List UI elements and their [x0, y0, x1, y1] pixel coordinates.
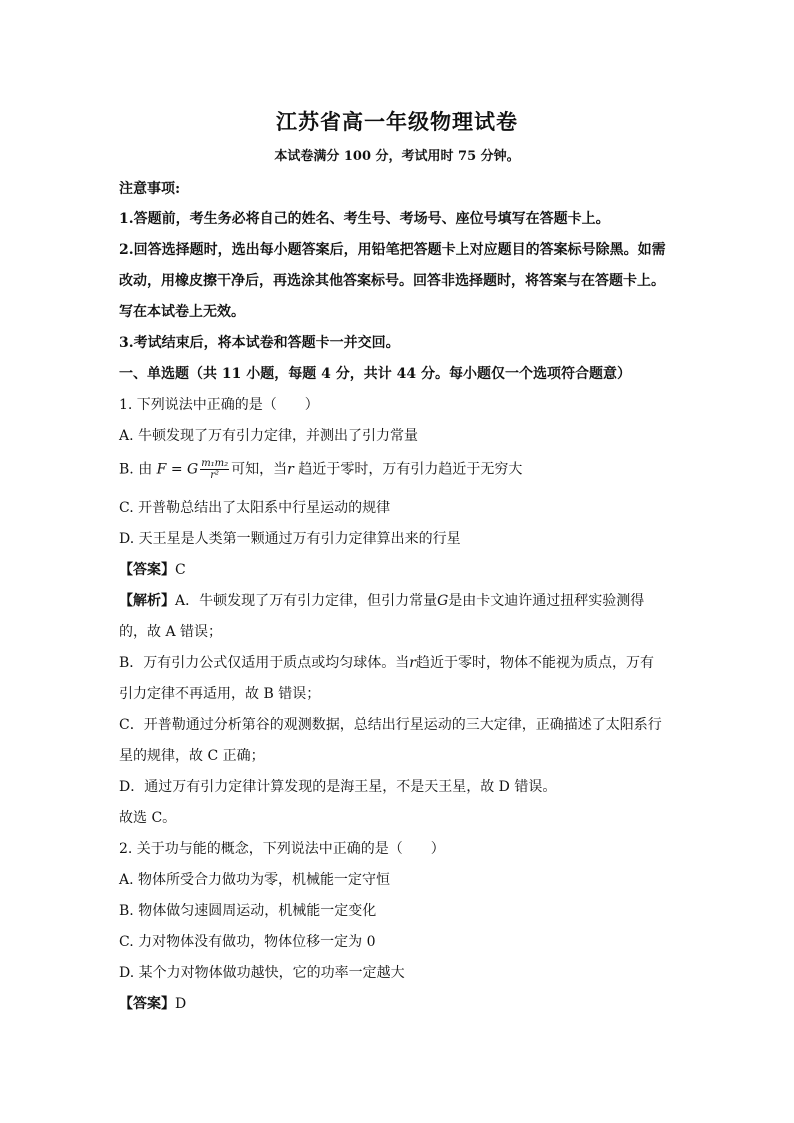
section-heading-single-choice: 一、单选题（共 11 小题，每题 4 分，共计 44 分。每小题仅一个选项符合题意）	[119, 366, 631, 382]
option-b-mid: 可知，当	[231, 461, 288, 478]
formula-lhs: F = G	[156, 461, 199, 478]
option-b-prefix: B. 由	[119, 461, 153, 478]
question-1-analysis-a-line-2: 的，故 A 错误；	[119, 624, 223, 640]
note-item-2-line-1: 2.回答选择题时，选出每小题答案后，用铅笔把答题卡上对应题目的答案标号除黑。如需	[119, 242, 666, 258]
note-item-2-line-2: 改动，用橡皮擦干净后，再选涂其他答案标号。回答非选择题时，将答案与在答题卡上。	[119, 273, 665, 289]
question-1-analysis-c-line-2: 星的规律，故 C 正确；	[119, 748, 265, 764]
note-item-2-line-3: 写在本试卷上无效。	[119, 304, 245, 320]
question-1-option-a: A. 牛顿发现了万有引力定律，并测出了引力常量	[119, 428, 419, 444]
question-1-option-c: C. 开普勒总结出了太阳系中行星运动的规律	[119, 500, 391, 516]
page-title: 江苏省高一年级物理试卷	[276, 109, 518, 134]
question-1-stem: 1. 下列说法中正确的是（ ）	[119, 397, 319, 413]
question-2-stem: 2. 关于功与能的概念，下列说法中正确的是（ ）	[119, 841, 445, 857]
analysis-a-text-2: 是由卡文迪许通过扭秤实验测得	[448, 593, 645, 609]
analysis-b-variable: r	[409, 655, 416, 671]
question-1-analysis-a-line-1	[119, 592, 644, 610]
question-1-analysis-d: D．通过万有引力定律计算发现的是海王星，不是天王星，故 D 错误。	[119, 779, 557, 795]
question-2-option-a: A. 物体所受合力做功为零，机械能一定守恒	[119, 872, 391, 888]
option-b-suffix: 趋近于零时，万有引力趋近于无穷大	[298, 461, 523, 478]
question-1-option-d: D. 天王星是人类第一颗通过万有引力定律算出来的行星	[119, 531, 461, 547]
formula-numerator: m₁m₂	[201, 458, 229, 469]
answer-value: D	[175, 996, 187, 1012]
analysis-a-text-1: A．牛顿发现了万有引力定律，但引力常量	[175, 593, 438, 609]
question-2-answer	[119, 995, 186, 1013]
answer-value: C	[175, 562, 186, 578]
note-item-3: 3.考试结束后，将本试卷和答题卡一并交回。	[119, 335, 400, 351]
answer-tag: 【答案】	[119, 996, 175, 1012]
page-subtitle: 本试卷满分 100 分，考试用时 75 分钟。	[274, 149, 520, 164]
question-1-analysis-b-line-1	[119, 654, 654, 672]
question-2-option-d: D. 某个力对物体做功越快，它的功率一定越大	[119, 965, 405, 981]
question-2-option-b: B. 物体做匀速圆周运动，机械能一定变化	[119, 903, 377, 919]
question-1-option-b	[119, 458, 522, 481]
notes-heading: 注意事项:	[119, 181, 181, 197]
question-1-analysis-c-line-1: C．开普勒通过分析第谷的观测数据，总结出行星运动的三大定律，正确描述了太阳系行	[119, 717, 662, 733]
analysis-tag: 【解析】	[119, 593, 175, 609]
analysis-a-variable: G	[437, 593, 449, 609]
analysis-b-text-1: B．万有引力公式仅适用于质点或均匀球体。当	[119, 655, 410, 671]
question-1-analysis-b-line-2: 引力定律不再适用，故 B 错误；	[119, 686, 321, 702]
formula-denominator: r²	[210, 470, 220, 481]
answer-tag: 【答案】	[119, 562, 175, 578]
question-1-answer	[119, 561, 186, 579]
question-1-conclusion: 故选 C。	[119, 810, 177, 826]
question-2-option-c: C. 力对物体没有做功，物体位移一定为 0	[119, 934, 376, 950]
formula-fraction	[200, 458, 229, 481]
analysis-b-text-2: 趋近于零时，物体不能视为质点，万有	[416, 655, 654, 671]
note-item-1: 1.答题前，考生务必将自己的姓名、考生号、考场号、座位号填写在答题卡上。	[119, 211, 610, 227]
option-b-variable: r	[287, 461, 294, 478]
